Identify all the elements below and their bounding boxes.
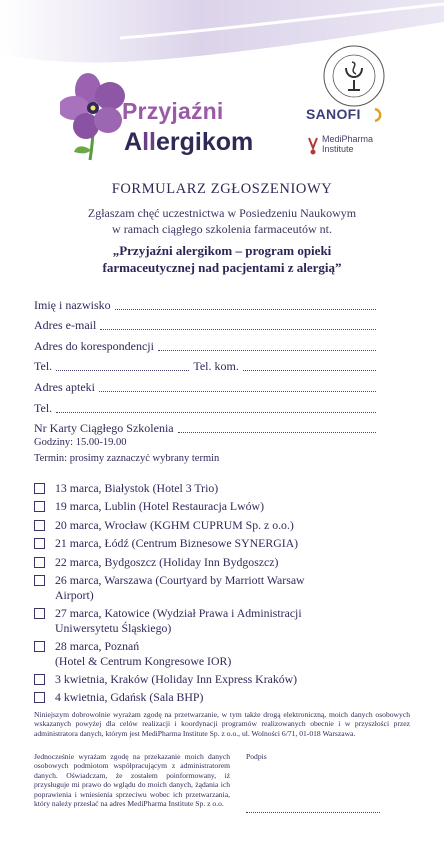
checkbox[interactable] — [34, 520, 45, 531]
program-title: „Przyjaźni alergikom – program opieki farmaceutycznej nad pacjentami z alergią” — [102, 243, 342, 275]
data-sharing-consent: Jednocześnie wyrażam zgodę na przekazanie moich danych osobowych podmiotom współpracującym z administratorem danych. Oświadczam, że zostałem poinformowany, iż przysługuje mi prawo do wglądu do moich danych, żądania ich poprawienia i wniesienia sprzeciwu wobec ich przetwarzania, który należy przesłać na adres MediPharma Institute Sp. z o.o. — [34, 752, 230, 809]
form-intro: Zgłaszam chęć uczestnictwa w Posiedzeniu Naukowym w ramach ciągłego szkolenia farmaceutów nt. — [87, 206, 357, 236]
field-pharmacy-phone[interactable]: Tel. — [34, 395, 378, 416]
session-option[interactable]: 19 marca, Lublin (Hotel Restauracja Lwów) — [34, 499, 404, 514]
checkbox[interactable] — [34, 575, 45, 586]
field-name[interactable]: Imię i nazwisko — [34, 292, 378, 313]
session-option[interactable]: 13 marca, Białystok (Hotel 3 Trio) — [34, 481, 404, 496]
session-option[interactable]: 20 marca, Wrocław (KGHM CUPRUM Sp. z o.o.) — [34, 518, 404, 533]
field-training-card[interactable]: Nr Karty Ciągłego Szkolenia — [34, 416, 378, 437]
session-instruction: Termin: prosimy zaznaczyć wybrany termin — [34, 453, 220, 464]
data-processing-consent: Niniejszym dobrowolnie wyrażam zgodę na przetwarzanie, w tym także drogą elektroniczną, moich danych osobowych wskazanych powyżej dla celów realizacji i koordynacji programów realizowanych obecnie i w przyszłości przez administratora danych, którym jest MediPharma Institute Sp. z o.o., ul. Wolności 6/71, 01-018 Warszawa. — [34, 710, 410, 738]
brand-name-line2: Allergikom — [124, 128, 254, 156]
field-pharmacy-address[interactable]: Adres apteki — [34, 374, 378, 395]
medipharma-logo-text: MediPharma Institute — [322, 134, 374, 154]
session-option[interactable]: 3 kwietnia, Kraków (Holiday Inn Express Kraków) — [34, 672, 404, 687]
session-option[interactable]: 22 marca, Bydgoszcz (Holiday Inn Bydgoszcz) — [34, 555, 404, 570]
checkbox[interactable] — [34, 557, 45, 568]
registration-fields — [34, 292, 378, 436]
session-list — [34, 481, 404, 709]
checkbox[interactable] — [34, 692, 45, 703]
session-option[interactable]: 28 marca, Poznań (Hotel & Centrum Kongresowe IOR) — [34, 639, 404, 668]
field-email[interactable]: Adres e-mail — [34, 313, 378, 334]
sanofi-logo: SANOFI — [306, 106, 361, 122]
checkbox[interactable] — [34, 608, 45, 619]
checkbox[interactable] — [34, 641, 45, 652]
field-correspondence-address[interactable]: Adres do korespondencji — [34, 333, 378, 354]
session-option[interactable]: 26 marca, Warszawa (Courtyard by Marriott Warsaw Airport) — [34, 573, 404, 602]
brand-name-line1: Przyjaźni — [122, 98, 224, 124]
session-hours: Godziny: 15.00-19.00 — [34, 437, 127, 448]
checkbox[interactable] — [34, 483, 45, 494]
session-option[interactable]: 27 marca, Katowice (Wydział Prawa i Administracji Uniwersytetu Śląskiego) — [34, 606, 404, 635]
checkbox[interactable] — [34, 538, 45, 549]
form-title: FORMULARZ ZGŁOSZENIOWY — [111, 181, 333, 197]
checkbox[interactable] — [34, 501, 45, 512]
session-option[interactable]: 4 kwietnia, Gdańsk (Sala BHP) — [34, 690, 404, 705]
pharmaceutical-society-seal-icon — [322, 44, 386, 108]
signature-label: Podpis — [246, 752, 267, 761]
sanofi-mark-icon — [372, 107, 384, 123]
field-phone[interactable]: Tel. Tel. kom. — [34, 354, 378, 375]
checkbox[interactable] — [34, 674, 45, 685]
session-option[interactable]: 21 marca, Łódź (Centrum Biznesowe SYNERGIA) — [34, 536, 404, 551]
signature-line[interactable] — [246, 812, 380, 813]
